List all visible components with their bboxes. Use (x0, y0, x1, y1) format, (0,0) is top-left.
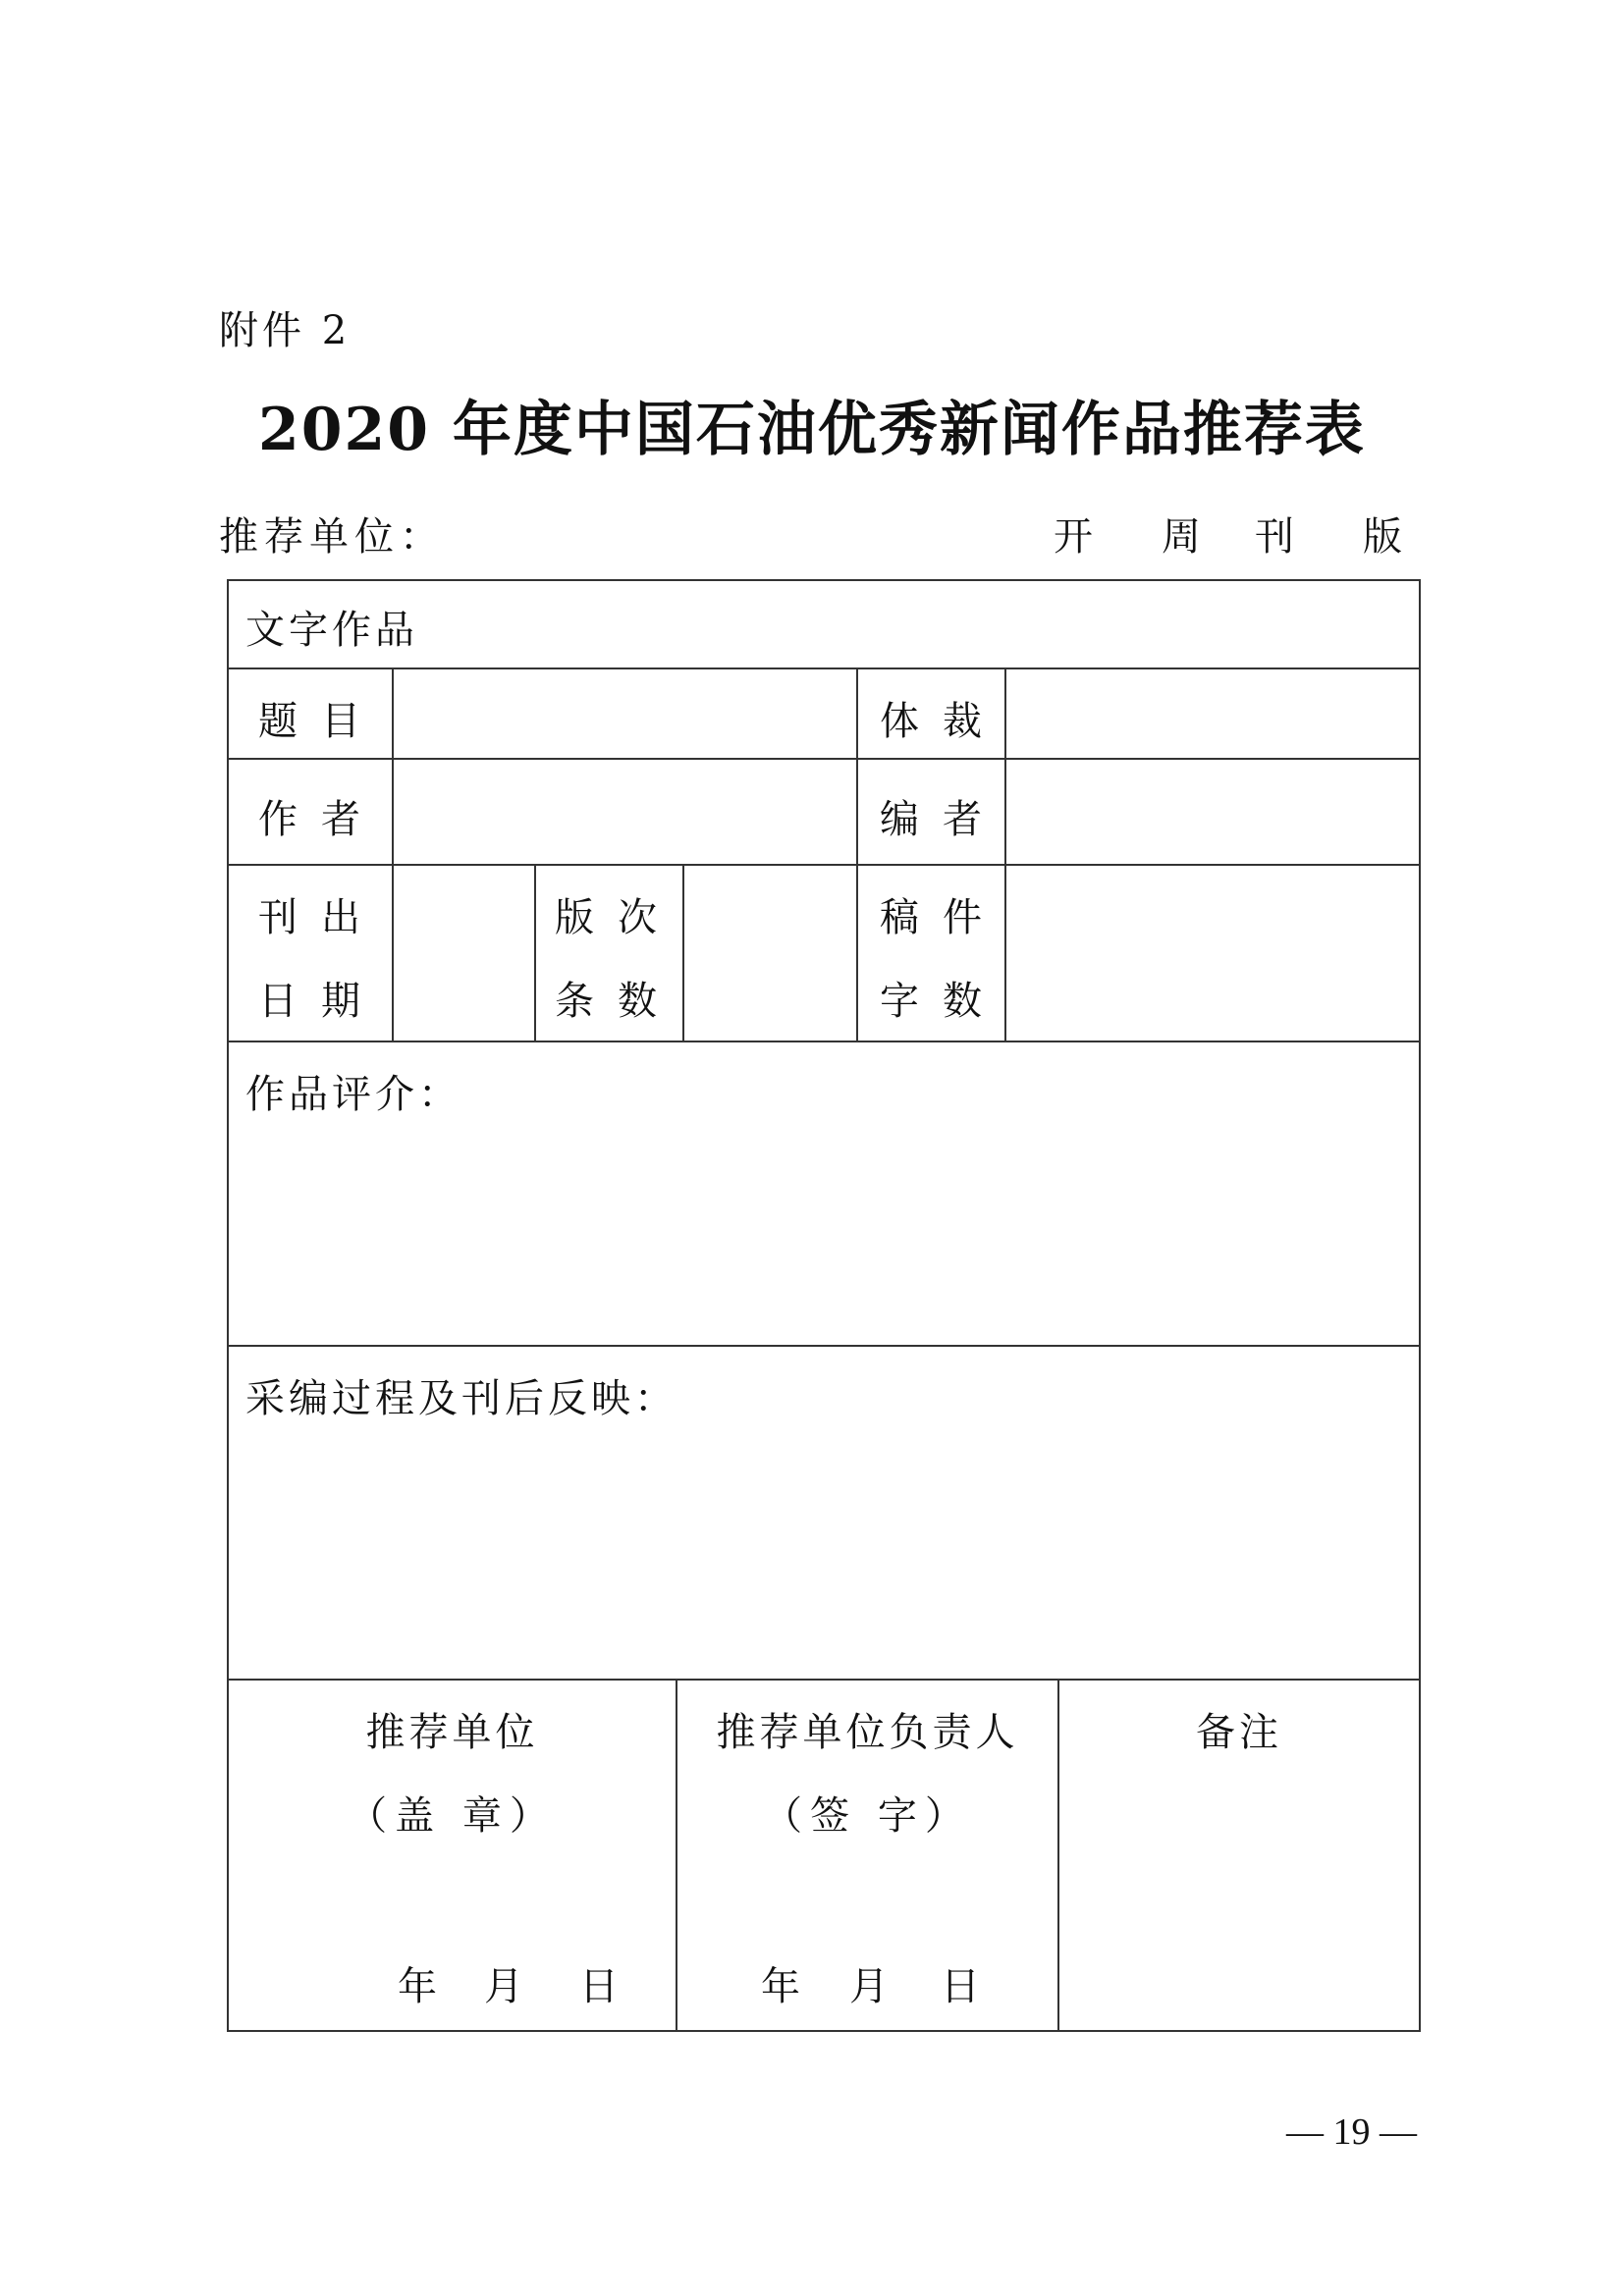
layout-label-line1: 版 次 (555, 895, 657, 940)
layout-label-line2: 条 数 (555, 979, 657, 1024)
leader-date-month: 月 (849, 1964, 889, 2009)
process-feedback-label: 采编过程及刊后反映： (245, 1376, 677, 1421)
remark-title: 备注 (1196, 1710, 1282, 1755)
pub-date-field[interactable] (394, 866, 533, 1040)
editor-label: 编 者 (880, 797, 982, 842)
leader-sign-title: 推荐单位负责人 (716, 1710, 1019, 1755)
genre-field[interactable] (1006, 669, 1418, 757)
col-line (856, 667, 858, 1041)
period-char-1: 开 (1054, 514, 1093, 560)
remark-field[interactable] (1059, 1767, 1417, 2029)
page-number: — 19 — (1286, 2111, 1417, 2153)
col-line (534, 864, 536, 1041)
leader-sign-sub: （签 字） (763, 1793, 972, 1839)
layout-field[interactable] (684, 866, 855, 1040)
attachment-label: 附件 2 (219, 308, 352, 353)
topic-label: 题 目 (258, 699, 360, 744)
row-line (227, 1041, 1421, 1042)
table-border-top (227, 579, 1421, 581)
pub-date-label-line2: 日 期 (258, 979, 360, 1024)
period-char-2: 周 (1162, 514, 1201, 560)
topic-field[interactable] (394, 669, 855, 757)
unit-seal-title: 推荐单位 (365, 1710, 539, 1755)
process-feedback-field[interactable] (229, 1423, 1417, 1677)
period-char-3: 刊 (1255, 514, 1294, 560)
recommending-unit-label: 推荐单位： (219, 514, 445, 560)
table-border-right (1419, 579, 1421, 2032)
pub-date-label-line1: 刊 出 (258, 895, 360, 940)
unit-date-month: 月 (484, 1964, 523, 2009)
leader-date-day: 日 (941, 1964, 980, 2009)
editor-field[interactable] (1006, 760, 1418, 863)
author-field[interactable] (394, 760, 855, 863)
table-border-bottom (227, 2030, 1421, 2032)
word-count-field[interactable] (1006, 866, 1418, 1040)
page-title: 2020 年度中国石油优秀新闻作品推荐表 (258, 396, 1366, 464)
unit-seal-sub: （盖 章） (348, 1793, 557, 1839)
section-title: 文字作品 (245, 608, 418, 653)
leader-date-year: 年 (761, 1964, 800, 2009)
author-label: 作 者 (258, 797, 360, 842)
unit-date-day: 日 (579, 1964, 619, 2009)
row-line (227, 1345, 1421, 1347)
period-char-4: 版 (1363, 514, 1402, 560)
word-count-label-line1: 稿 件 (880, 895, 982, 940)
evaluation-label: 作品评介： (245, 1072, 461, 1117)
word-count-label-line2: 字 数 (880, 979, 982, 1024)
unit-date-year: 年 (398, 1964, 437, 2009)
evaluation-field[interactable] (229, 1119, 1417, 1343)
genre-label: 体 裁 (880, 699, 982, 744)
